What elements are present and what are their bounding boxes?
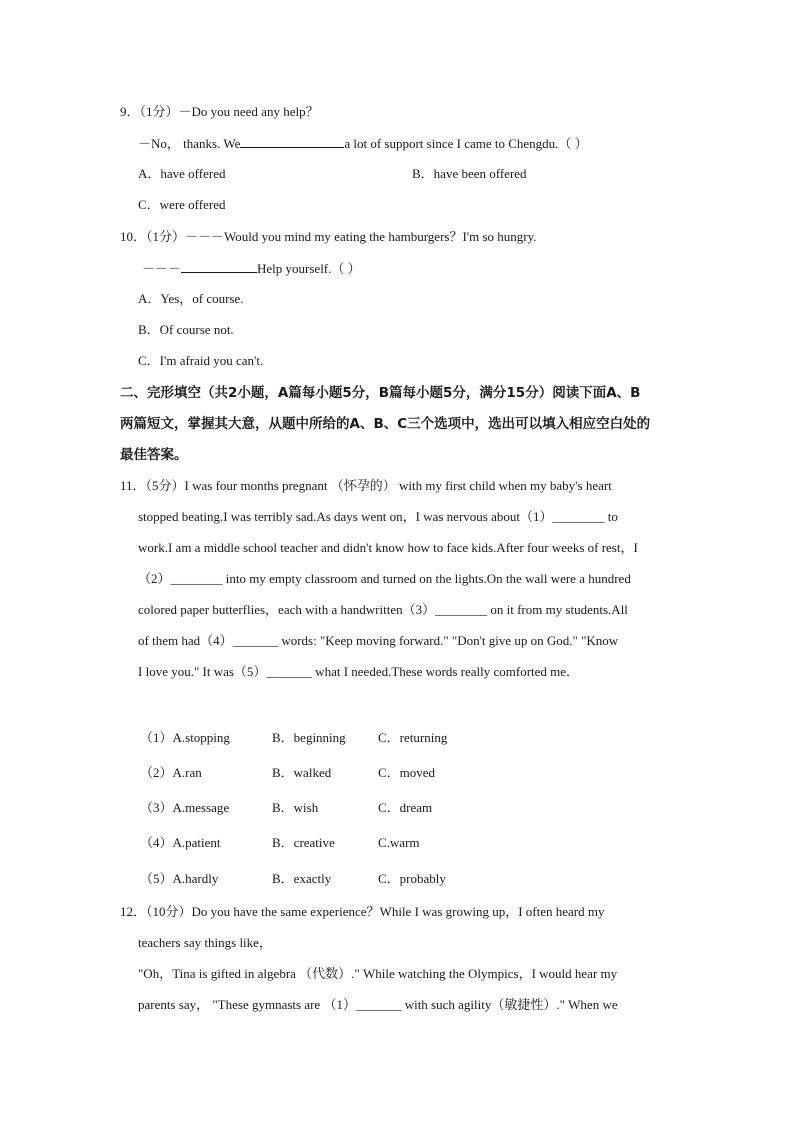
- q11-passage-line: I love you." It was（5）_______ what I needed.These words really comforted me．: [138, 664, 580, 679]
- q10-option-b: B．Of course not.: [138, 322, 234, 337]
- q11-option-a: （1）A.stopping: [140, 730, 230, 745]
- q11-option-row: [140, 871, 540, 887]
- q11-option-c: C．probably: [378, 871, 446, 886]
- q10-sentence: [142, 260, 361, 277]
- q12-passage-line: parents say， "These gymnasts are （1）_______ with such agility（敏捷性）." When we: [138, 997, 618, 1012]
- q10-sentence-start: －－－: [142, 261, 182, 276]
- q11-option-c: C．dream: [378, 800, 433, 815]
- q11-option-b: B．creative: [272, 835, 335, 850]
- q11-option-b: B．walked: [272, 765, 332, 780]
- q9-sentence-start: －No， thanks. We: [138, 136, 241, 151]
- q11-option-a: （4）A.patient: [140, 835, 221, 850]
- section2-heading-line2: 两篇短文，掌握其大意，从题中所给的A、B、C三个选项中，选出可以填入相应空白处的: [120, 416, 651, 432]
- q11-option-a: （5）A.hardly: [140, 871, 219, 886]
- q12-passage-line: 12．（10分）Do you have the same experience？While I was growing up，I often heard my: [120, 904, 605, 919]
- q11-passage-line: colored paper butterflies，each with a handwritten（3）________ on it from my students.All: [138, 602, 628, 617]
- q9-option-c: C．were offered: [138, 197, 226, 212]
- q11-option-b: B．wish: [272, 800, 319, 815]
- q11-option-c: C．returning: [378, 730, 448, 745]
- q11-passage-line: of them had（4）_______ words: "Keep moving forward." "Don't give up on God." "Know: [138, 633, 619, 648]
- q11-passage-line: stopped beating.I was terribly sad.As days went on，I was nervous about（1）________ to: [138, 509, 618, 524]
- q11-option-a: （2）A.ran: [140, 765, 202, 780]
- section2-heading-line1: 二、完形填空（共2小题，A篇每小题5分，B篇每小题5分，满分15分）阅读下面A、B: [120, 385, 641, 401]
- q10-option-c: C．I'm afraid you can't.: [138, 353, 264, 368]
- q11-option-row: [140, 765, 540, 781]
- q9-sentence: [138, 135, 588, 152]
- q9-blank: [240, 135, 344, 148]
- section2-heading-line3: 最佳答案。: [120, 447, 188, 463]
- q10-sentence-end: Help yourself.（ ）: [257, 261, 361, 276]
- q10-stem: 10．（1分）－－－Would you mind my eating the hamburgers？I'm so hungry.: [120, 229, 537, 244]
- q11-option-row: [140, 730, 540, 746]
- q9-sentence-end: a lot of support since I came to Chengdu.（ ）: [344, 136, 588, 151]
- q11-option-a: （3）A.message: [140, 800, 230, 815]
- q11-option-row: [140, 835, 540, 851]
- q11-passage-line: work.I am a middle school teacher and didn't know how to face kids.After four weeks of rest，I: [138, 540, 638, 555]
- q9-option-b: B．have been offered: [412, 166, 527, 181]
- q12-passage-line: teachers say things like，: [138, 935, 272, 950]
- q10-option-a: A．Yes，of course.: [138, 291, 244, 306]
- q11-passage-line: （2）________ into my empty classroom and turned on the lights.On the wall were a hundred: [138, 571, 631, 586]
- q9-option-a: A．have offered: [138, 166, 226, 181]
- q9-stem: 9．（1分）－Do you need any help？: [120, 104, 319, 119]
- q11-option-c: C.warm: [378, 835, 420, 850]
- q11-option-b: B．beginning: [272, 730, 346, 745]
- q11-option-c: C．moved: [378, 765, 436, 780]
- q11-option-row: [140, 800, 540, 816]
- q12-passage-line: "Oh，Tina is gifted in algebra （代数）." While watching the Olympics，I would hear my: [138, 966, 618, 981]
- q10-blank: [181, 260, 257, 273]
- q11-option-b: B．exactly: [272, 871, 332, 886]
- q11-passage-line: 11．（5分）I was four months pregnant （怀孕的） with my first child when my baby's heart: [120, 478, 612, 493]
